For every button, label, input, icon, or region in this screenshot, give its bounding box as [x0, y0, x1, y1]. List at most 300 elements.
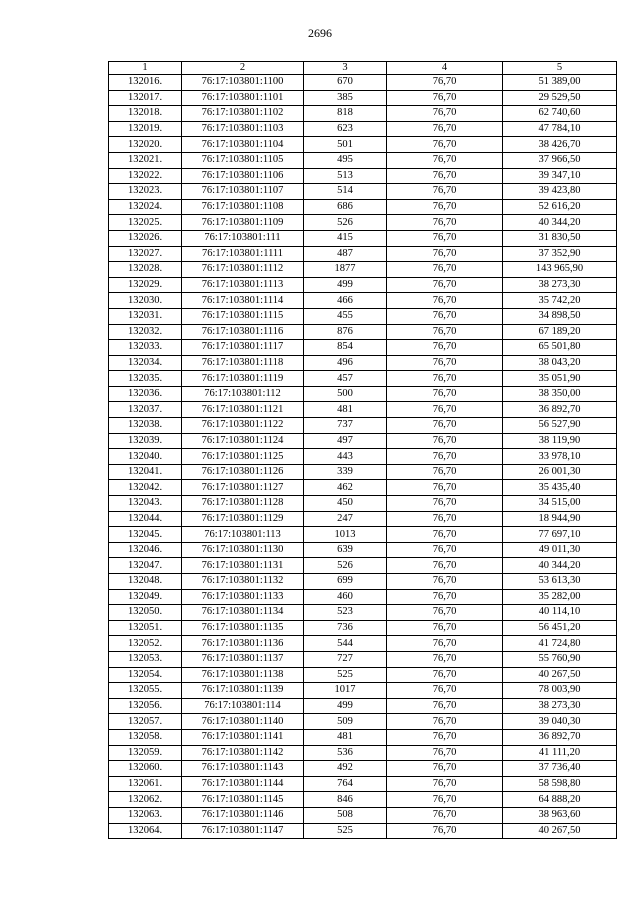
rate-cell: 76,70: [387, 106, 503, 122]
row-number-cell: 132038.: [109, 418, 182, 434]
table-row: [109, 90, 617, 106]
table-row: [109, 355, 617, 371]
table-row: [109, 262, 617, 278]
amount-cell: 35 742,20: [503, 293, 617, 309]
cadastral-number-cell: 76:17:103801:1114: [182, 293, 304, 309]
rate-cell: 76,70: [387, 589, 503, 605]
area-cell: 247: [304, 511, 387, 527]
cadastral-number-cell: 76:17:103801:1106: [182, 168, 304, 184]
area-cell: 514: [304, 184, 387, 200]
rate-cell: 76,70: [387, 184, 503, 200]
cadastral-number-cell: 76:17:103801:1143: [182, 761, 304, 777]
cadastral-number-cell: 76:17:103801:1103: [182, 121, 304, 137]
amount-cell: 77 697,10: [503, 527, 617, 543]
rate-cell: 76,70: [387, 542, 503, 558]
rate-cell: 76,70: [387, 511, 503, 527]
row-number-cell: 132022.: [109, 168, 182, 184]
rate-cell: 76,70: [387, 729, 503, 745]
rate-cell: 76,70: [387, 761, 503, 777]
table-row: [109, 293, 617, 309]
row-number-cell: 132026.: [109, 230, 182, 246]
table-row: [109, 277, 617, 293]
rate-cell: 76,70: [387, 386, 503, 402]
row-number-cell: 132047.: [109, 558, 182, 574]
row-number-cell: 132044.: [109, 511, 182, 527]
table-row: [109, 75, 617, 91]
table-row: [109, 729, 617, 745]
cadastral-number-cell: 76:17:103801:1115: [182, 308, 304, 324]
cadastral-number-cell: 76:17:103801:1124: [182, 433, 304, 449]
area-cell: 457: [304, 371, 387, 387]
table-header-row: [109, 62, 617, 75]
cadastral-number-cell: 76:17:103801:1127: [182, 480, 304, 496]
row-number-cell: 132061.: [109, 776, 182, 792]
table-row: [109, 761, 617, 777]
row-number-cell: 132023.: [109, 184, 182, 200]
rate-cell: 76,70: [387, 651, 503, 667]
cadastral-number-cell: 76:17:103801:1147: [182, 823, 304, 839]
table-body: [109, 62, 617, 839]
table-row: [109, 152, 617, 168]
area-cell: 818: [304, 106, 387, 122]
rate-cell: 76,70: [387, 449, 503, 465]
area-cell: 876: [304, 324, 387, 340]
rate-cell: 76,70: [387, 324, 503, 340]
amount-cell: 47 784,10: [503, 121, 617, 137]
amount-cell: 38 963,60: [503, 807, 617, 823]
amount-cell: 41 111,20: [503, 745, 617, 761]
cadastral-number-cell: 76:17:103801:1129: [182, 511, 304, 527]
table-row: [109, 402, 617, 418]
area-cell: 495: [304, 152, 387, 168]
amount-cell: 38 350,00: [503, 386, 617, 402]
table-row: [109, 558, 617, 574]
amount-cell: 29 529,50: [503, 90, 617, 106]
table-row: [109, 371, 617, 387]
amount-cell: 31 830,50: [503, 230, 617, 246]
row-number-cell: 132063.: [109, 807, 182, 823]
area-cell: 499: [304, 277, 387, 293]
amount-cell: 56 527,90: [503, 418, 617, 434]
area-cell: 501: [304, 137, 387, 153]
rate-cell: 76,70: [387, 605, 503, 621]
cadastral-number-cell: 76:17:103801:1116: [182, 324, 304, 340]
table-row: [109, 745, 617, 761]
amount-cell: 40 344,20: [503, 215, 617, 231]
table-row: [109, 121, 617, 137]
rate-cell: 76,70: [387, 776, 503, 792]
row-number-cell: 132055.: [109, 683, 182, 699]
row-number-cell: 132035.: [109, 371, 182, 387]
table-row: [109, 433, 617, 449]
amount-cell: 38 273,30: [503, 698, 617, 714]
area-cell: 525: [304, 667, 387, 683]
row-number-cell: 132043.: [109, 496, 182, 512]
area-cell: 526: [304, 558, 387, 574]
amount-cell: 36 892,70: [503, 729, 617, 745]
cadastral-number-cell: 76:17:103801:1145: [182, 792, 304, 808]
table-row: [109, 324, 617, 340]
area-cell: 1877: [304, 262, 387, 278]
row-number-cell: 132064.: [109, 823, 182, 839]
amount-cell: 143 965,90: [503, 262, 617, 278]
amount-cell: 36 892,70: [503, 402, 617, 418]
table-row: [109, 527, 617, 543]
cadastral-number-cell: 76:17:103801:1140: [182, 714, 304, 730]
amount-cell: 37 352,90: [503, 246, 617, 262]
amount-cell: 35 282,00: [503, 589, 617, 605]
row-number-cell: 132028.: [109, 262, 182, 278]
rate-cell: 76,70: [387, 558, 503, 574]
rate-cell: 76,70: [387, 807, 503, 823]
cadastral-number-cell: 76:17:103801:112: [182, 386, 304, 402]
cadastral-number-cell: 76:17:103801:1126: [182, 464, 304, 480]
area-cell: 455: [304, 308, 387, 324]
row-number-cell: 132048.: [109, 574, 182, 590]
amount-cell: 53 613,30: [503, 574, 617, 590]
amount-cell: 67 189,20: [503, 324, 617, 340]
area-cell: 499: [304, 698, 387, 714]
rate-cell: 76,70: [387, 636, 503, 652]
amount-cell: 39 040,30: [503, 714, 617, 730]
row-number-cell: 132039.: [109, 433, 182, 449]
cadastral-number-cell: 76:17:103801:1138: [182, 667, 304, 683]
table-row: [109, 620, 617, 636]
row-number-cell: 132032.: [109, 324, 182, 340]
area-cell: 1013: [304, 527, 387, 543]
row-number-cell: 132018.: [109, 106, 182, 122]
cadastral-number-cell: 76:17:103801:1142: [182, 745, 304, 761]
row-number-cell: 132060.: [109, 761, 182, 777]
area-cell: 450: [304, 496, 387, 512]
amount-cell: 51 389,00: [503, 75, 617, 91]
row-number-cell: 132021.: [109, 152, 182, 168]
cadastral-number-cell: 76:17:103801:1133: [182, 589, 304, 605]
area-cell: 496: [304, 355, 387, 371]
amount-cell: 78 003,90: [503, 683, 617, 699]
area-cell: 526: [304, 215, 387, 231]
row-number-cell: 132029.: [109, 277, 182, 293]
row-number-cell: 132019.: [109, 121, 182, 137]
rate-cell: 76,70: [387, 230, 503, 246]
row-number-cell: 132042.: [109, 480, 182, 496]
rate-cell: 76,70: [387, 464, 503, 480]
area-cell: 462: [304, 480, 387, 496]
table-row: [109, 168, 617, 184]
row-number-cell: 132034.: [109, 355, 182, 371]
area-cell: 509: [304, 714, 387, 730]
area-cell: 1017: [304, 683, 387, 699]
cadastral-number-cell: 76:17:103801:1131: [182, 558, 304, 574]
cadastral-number-cell: 76:17:103801:1117: [182, 340, 304, 356]
area-cell: 513: [304, 168, 387, 184]
area-cell: 736: [304, 620, 387, 636]
column-header: 3: [304, 62, 387, 75]
cadastral-number-cell: 76:17:103801:1100: [182, 75, 304, 91]
row-number-cell: 132054.: [109, 667, 182, 683]
area-cell: 443: [304, 449, 387, 465]
row-number-cell: 132033.: [109, 340, 182, 356]
rate-cell: 76,70: [387, 121, 503, 137]
amount-cell: 40 344,20: [503, 558, 617, 574]
area-cell: 737: [304, 418, 387, 434]
area-cell: 487: [304, 246, 387, 262]
rate-cell: 76,70: [387, 714, 503, 730]
amount-cell: 40 267,50: [503, 667, 617, 683]
area-cell: 525: [304, 823, 387, 839]
cadastral-number-cell: 76:17:103801:1144: [182, 776, 304, 792]
table-row: [109, 480, 617, 496]
rate-cell: 76,70: [387, 371, 503, 387]
amount-cell: 37 966,50: [503, 152, 617, 168]
row-number-cell: 132020.: [109, 137, 182, 153]
table-row: [109, 636, 617, 652]
rate-cell: 76,70: [387, 168, 503, 184]
row-number-cell: 132050.: [109, 605, 182, 621]
amount-cell: 26 001,30: [503, 464, 617, 480]
row-number-cell: 132030.: [109, 293, 182, 309]
amount-cell: 34 515,00: [503, 496, 617, 512]
cadastral-number-cell: 76:17:103801:111: [182, 230, 304, 246]
rate-cell: 76,70: [387, 90, 503, 106]
table-row: [109, 246, 617, 262]
table-row: [109, 137, 617, 153]
row-number-cell: 132058.: [109, 729, 182, 745]
table-row: [109, 418, 617, 434]
cadastral-number-cell: 76:17:103801:1112: [182, 262, 304, 278]
cadastral-number-cell: 76:17:103801:1134: [182, 605, 304, 621]
rate-cell: 76,70: [387, 152, 503, 168]
amount-cell: 38 426,70: [503, 137, 617, 153]
rate-cell: 76,70: [387, 527, 503, 543]
rate-cell: 76,70: [387, 496, 503, 512]
table-row: [109, 199, 617, 215]
cadastral-number-cell: 76:17:103801:1104: [182, 137, 304, 153]
cadastral-number-cell: 76:17:103801:114: [182, 698, 304, 714]
area-cell: 385: [304, 90, 387, 106]
cadastral-number-cell: 76:17:103801:1122: [182, 418, 304, 434]
area-cell: 764: [304, 776, 387, 792]
row-number-cell: 132051.: [109, 620, 182, 636]
table-row: [109, 511, 617, 527]
area-cell: 623: [304, 121, 387, 137]
cadastral-number-cell: 76:17:103801:1132: [182, 574, 304, 590]
rate-cell: 76,70: [387, 137, 503, 153]
cadastral-number-cell: 76:17:103801:1107: [182, 184, 304, 200]
rate-cell: 76,70: [387, 402, 503, 418]
page-number: 2696: [308, 26, 332, 40]
area-cell: 846: [304, 792, 387, 808]
rate-cell: 76,70: [387, 277, 503, 293]
amount-cell: 49 011,30: [503, 542, 617, 558]
cadastral-number-cell: 76:17:103801:1146: [182, 807, 304, 823]
amount-cell: 64 888,20: [503, 792, 617, 808]
cadastral-number-cell: 76:17:103801:1130: [182, 542, 304, 558]
area-cell: 508: [304, 807, 387, 823]
area-cell: 523: [304, 605, 387, 621]
rate-cell: 76,70: [387, 355, 503, 371]
table-row: [109, 496, 617, 512]
table-row: [109, 184, 617, 200]
area-cell: 481: [304, 729, 387, 745]
area-cell: 492: [304, 761, 387, 777]
amount-cell: 52 616,20: [503, 199, 617, 215]
row-number-cell: 132049.: [109, 589, 182, 605]
area-cell: 497: [304, 433, 387, 449]
rate-cell: 76,70: [387, 199, 503, 215]
area-cell: 481: [304, 402, 387, 418]
amount-cell: 55 760,90: [503, 651, 617, 667]
amount-cell: 38 043,20: [503, 355, 617, 371]
row-number-cell: 132024.: [109, 199, 182, 215]
column-header: 5: [503, 62, 617, 75]
area-cell: 339: [304, 464, 387, 480]
amount-cell: 35 051,90: [503, 371, 617, 387]
table-row: [109, 386, 617, 402]
rate-cell: 76,70: [387, 480, 503, 496]
rate-cell: 76,70: [387, 418, 503, 434]
table-row: [109, 667, 617, 683]
table-row: [109, 215, 617, 231]
table-row: [109, 230, 617, 246]
table-row: [109, 464, 617, 480]
cadastral-number-cell: 76:17:103801:1105: [182, 152, 304, 168]
rate-cell: 76,70: [387, 293, 503, 309]
cadastral-number-cell: 76:17:103801:1101: [182, 90, 304, 106]
area-cell: 639: [304, 542, 387, 558]
area-cell: 670: [304, 75, 387, 91]
row-number-cell: 132062.: [109, 792, 182, 808]
rate-cell: 76,70: [387, 246, 503, 262]
table-row: [109, 698, 617, 714]
amount-cell: 40 267,50: [503, 823, 617, 839]
rate-cell: 76,70: [387, 620, 503, 636]
table-row: [109, 823, 617, 839]
cadastral-number-cell: 76:17:103801:1136: [182, 636, 304, 652]
row-number-cell: 132046.: [109, 542, 182, 558]
table-row: [109, 308, 617, 324]
data-table: [108, 61, 617, 839]
cadastral-number-cell: 76:17:103801:1141: [182, 729, 304, 745]
row-number-cell: 132057.: [109, 714, 182, 730]
amount-cell: 56 451,20: [503, 620, 617, 636]
amount-cell: 38 273,30: [503, 277, 617, 293]
cadastral-number-cell: 76:17:103801:1118: [182, 355, 304, 371]
table-row: [109, 449, 617, 465]
amount-cell: 39 347,10: [503, 168, 617, 184]
rate-cell: 76,70: [387, 667, 503, 683]
row-number-cell: 132059.: [109, 745, 182, 761]
cadastral-number-cell: 76:17:103801:1139: [182, 683, 304, 699]
row-number-cell: 132056.: [109, 698, 182, 714]
cadastral-number-cell: 76:17:103801:1111: [182, 246, 304, 262]
area-cell: 536: [304, 745, 387, 761]
rate-cell: 76,70: [387, 683, 503, 699]
cadastral-number-cell: 76:17:103801:1125: [182, 449, 304, 465]
amount-cell: 62 740,60: [503, 106, 617, 122]
row-number-cell: 132025.: [109, 215, 182, 231]
rate-cell: 76,70: [387, 792, 503, 808]
cadastral-number-cell: 76:17:103801:1137: [182, 651, 304, 667]
rate-cell: 76,70: [387, 262, 503, 278]
cadastral-number-cell: 76:17:103801:1113: [182, 277, 304, 293]
row-number-cell: 132036.: [109, 386, 182, 402]
cadastral-number-cell: 76:17:103801:1121: [182, 402, 304, 418]
row-number-cell: 132041.: [109, 464, 182, 480]
rate-cell: 76,70: [387, 574, 503, 590]
row-number-cell: 132037.: [109, 402, 182, 418]
row-number-cell: 132045.: [109, 527, 182, 543]
cadastral-number-cell: 76:17:103801:113: [182, 527, 304, 543]
cadastral-number-cell: 76:17:103801:1128: [182, 496, 304, 512]
area-cell: 500: [304, 386, 387, 402]
column-header: 2: [182, 62, 304, 75]
area-cell: 544: [304, 636, 387, 652]
table-row: [109, 106, 617, 122]
amount-cell: 35 435,40: [503, 480, 617, 496]
table-row: [109, 792, 617, 808]
amount-cell: 40 114,10: [503, 605, 617, 621]
rate-cell: 76,70: [387, 215, 503, 231]
area-cell: 686: [304, 199, 387, 215]
row-number-cell: 132016.: [109, 75, 182, 91]
rate-cell: 76,70: [387, 433, 503, 449]
amount-cell: 65 501,80: [503, 340, 617, 356]
amount-cell: 38 119,90: [503, 433, 617, 449]
table-row: [109, 542, 617, 558]
area-cell: 699: [304, 574, 387, 590]
area-cell: 466: [304, 293, 387, 309]
column-header: 4: [387, 62, 503, 75]
column-header: 1: [109, 62, 182, 75]
table-row: [109, 683, 617, 699]
cadastral-number-cell: 76:17:103801:1119: [182, 371, 304, 387]
amount-cell: 18 944,90: [503, 511, 617, 527]
amount-cell: 39 423,80: [503, 184, 617, 200]
row-number-cell: 132040.: [109, 449, 182, 465]
table-row: [109, 651, 617, 667]
row-number-cell: 132053.: [109, 651, 182, 667]
table-row: [109, 340, 617, 356]
table-row: [109, 807, 617, 823]
cadastral-number-cell: 76:17:103801:1108: [182, 199, 304, 215]
table-row: [109, 589, 617, 605]
area-cell: 854: [304, 340, 387, 356]
cadastral-number-cell: 76:17:103801:1102: [182, 106, 304, 122]
rate-cell: 76,70: [387, 823, 503, 839]
table-row: [109, 574, 617, 590]
rate-cell: 76,70: [387, 75, 503, 91]
area-cell: 460: [304, 589, 387, 605]
row-number-cell: 132031.: [109, 308, 182, 324]
row-number-cell: 132027.: [109, 246, 182, 262]
cadastral-number-cell: 76:17:103801:1135: [182, 620, 304, 636]
amount-cell: 34 898,50: [503, 308, 617, 324]
amount-cell: 41 724,80: [503, 636, 617, 652]
cadastral-number-cell: 76:17:103801:1109: [182, 215, 304, 231]
area-cell: 727: [304, 651, 387, 667]
rate-cell: 76,70: [387, 698, 503, 714]
rate-cell: 76,70: [387, 340, 503, 356]
rate-cell: 76,70: [387, 308, 503, 324]
table-row: [109, 776, 617, 792]
amount-cell: 33 978,10: [503, 449, 617, 465]
amount-cell: 58 598,80: [503, 776, 617, 792]
rate-cell: 76,70: [387, 745, 503, 761]
table-row: [109, 714, 617, 730]
table-row: [109, 605, 617, 621]
row-number-cell: 132017.: [109, 90, 182, 106]
